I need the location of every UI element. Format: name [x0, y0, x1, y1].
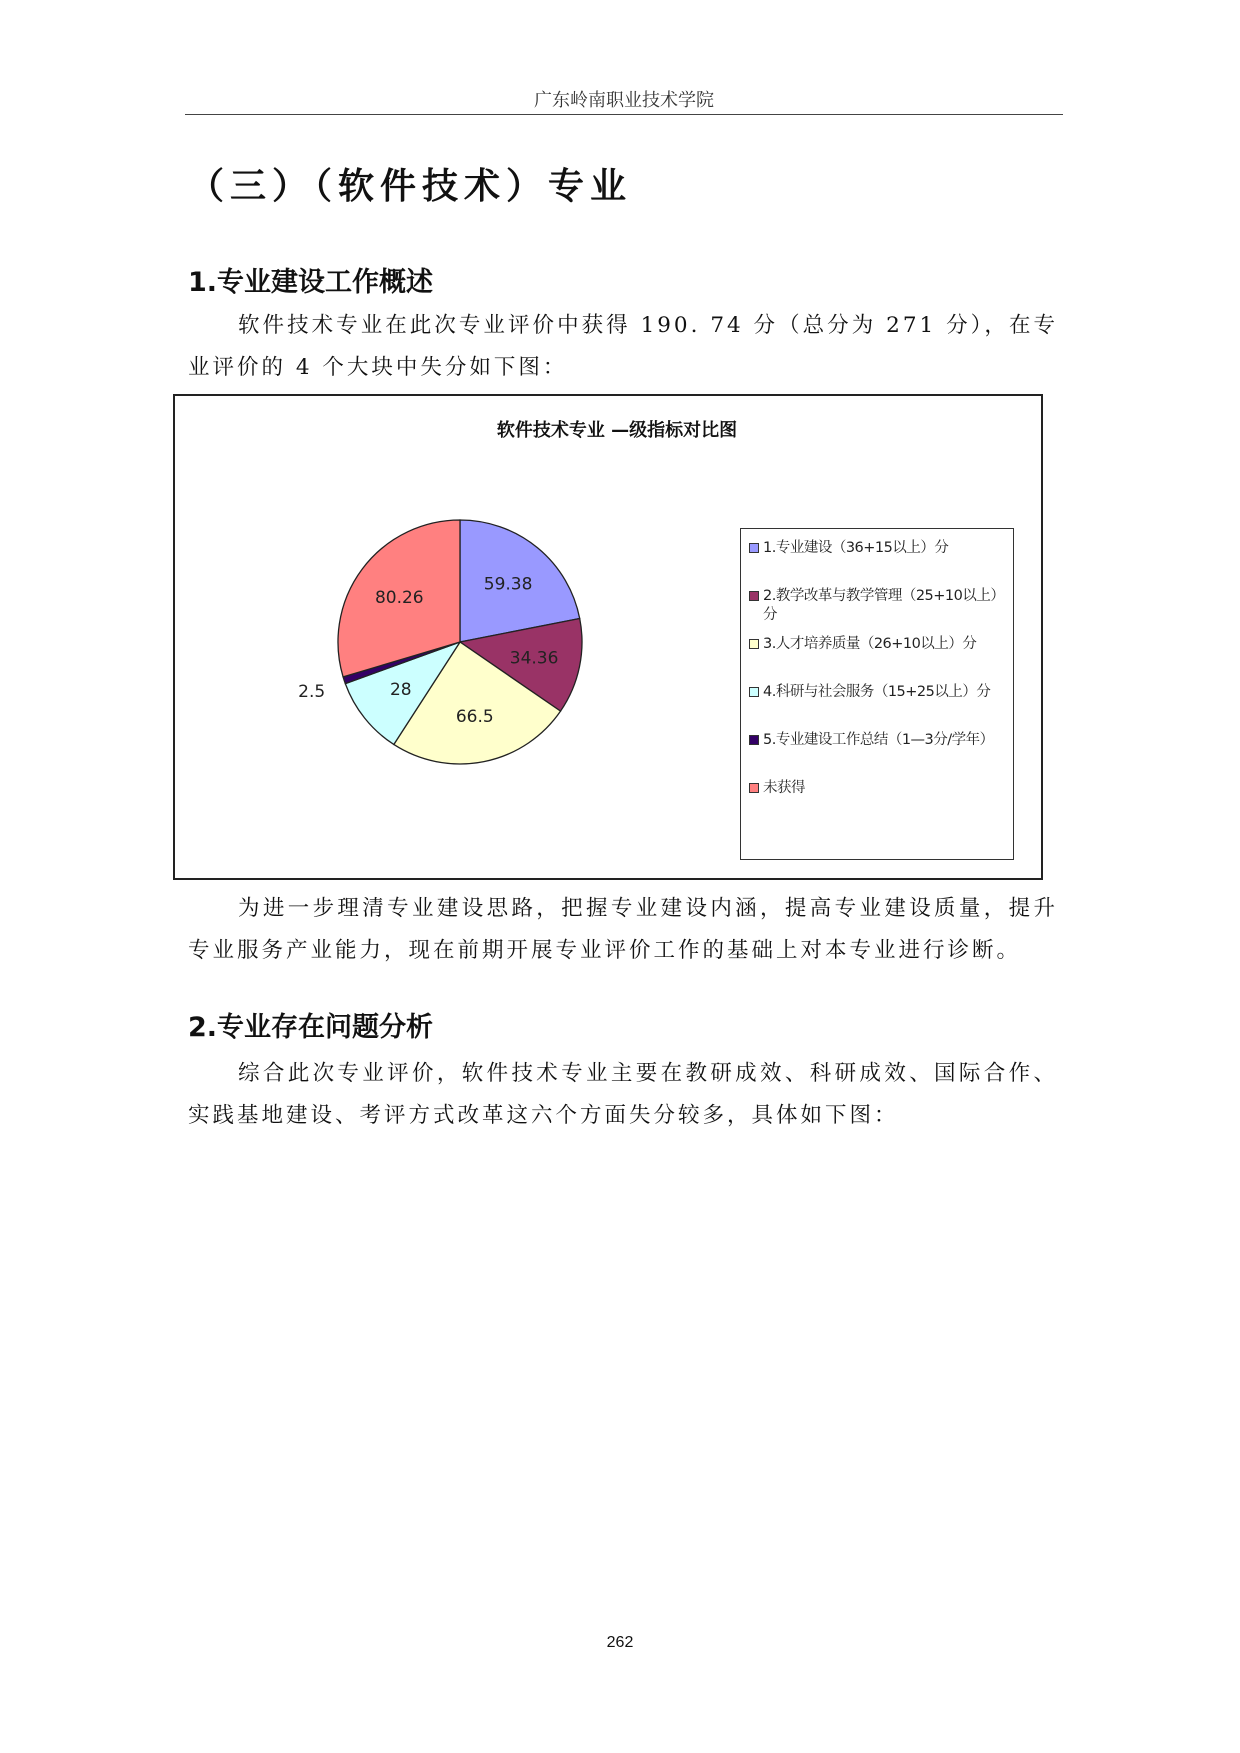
pie-data-label-3: 66.5: [455, 707, 494, 728]
subsection-heading-1: 1.专业建设工作概述: [188, 267, 434, 298]
legend-item-5: [749, 731, 1011, 750]
pie-data-label-1: 59.38: [483, 574, 533, 595]
running-header: 广东岭南职业技术学院: [534, 90, 714, 111]
pie-data-label-5: 2.5: [298, 682, 326, 702]
page-number: 262: [606, 1634, 634, 1651]
paragraph-problem-analysis: 综合此次专业评价，软件技术专业主要在教研成效、科研成效、国际合作、实践基地建设、考评方式改革这六个方面失分较多，具体如下图：: [188, 1061, 1058, 1128]
pie-data-label-4: 28: [389, 680, 412, 701]
legend-item-6: [749, 779, 1011, 798]
legend-item-1: [749, 539, 1011, 558]
chart-title: 软件技术专业 —级指标对比图: [496, 420, 738, 441]
legend-swatch-1: [749, 543, 759, 553]
legend-label-2: 2.教学改革与教学管理（25+10以上）分: [763, 588, 1005, 623]
section-title: （三）（软件技术）专业: [188, 166, 633, 207]
legend-swatch-6: [749, 783, 759, 793]
legend-swatch-2: [749, 591, 759, 601]
paragraph-score-summary: 软件技术专业在此次专业评价中获得 190. 74 分（总分为 271 分），在专业评价的 4 个大块中失分如下图：: [188, 313, 1058, 380]
legend-item-2: [749, 587, 1011, 625]
legend-swatch-5: [749, 735, 759, 745]
legend-swatch-3: [749, 639, 759, 649]
legend-item-4: [749, 683, 1011, 702]
legend-label-6: 未获得: [763, 780, 805, 796]
subsection-heading-2: 2.专业存在问题分析: [188, 1012, 434, 1043]
legend-label-5: 5.专业建设工作总结（1—3分/学年）: [763, 732, 994, 748]
legend-label-4: 4.科研与社会服务（15+25以上）分: [763, 684, 991, 700]
chart-legend: [740, 528, 1014, 860]
pie-data-label-2: 34.36: [509, 648, 559, 669]
legend-swatch-4: [749, 687, 759, 697]
header-divider: [185, 114, 1063, 115]
legend-label-1: 1.专业建设（36+15以上）分: [763, 540, 949, 556]
pie-slices: [338, 520, 582, 764]
pie-data-label-6: 80.26: [374, 587, 424, 608]
legend-item-3: [749, 635, 1011, 654]
paragraph-purpose: 为进一步理清专业建设思路，把握专业建设内涵，提高专业建设质量，提升专业服务产业能力，现在前期开展专业评价工作的基础上对本专业进行诊断。: [188, 896, 1058, 963]
legend-label-3: 3.人才培养质量（26+10以上）分: [763, 636, 977, 652]
